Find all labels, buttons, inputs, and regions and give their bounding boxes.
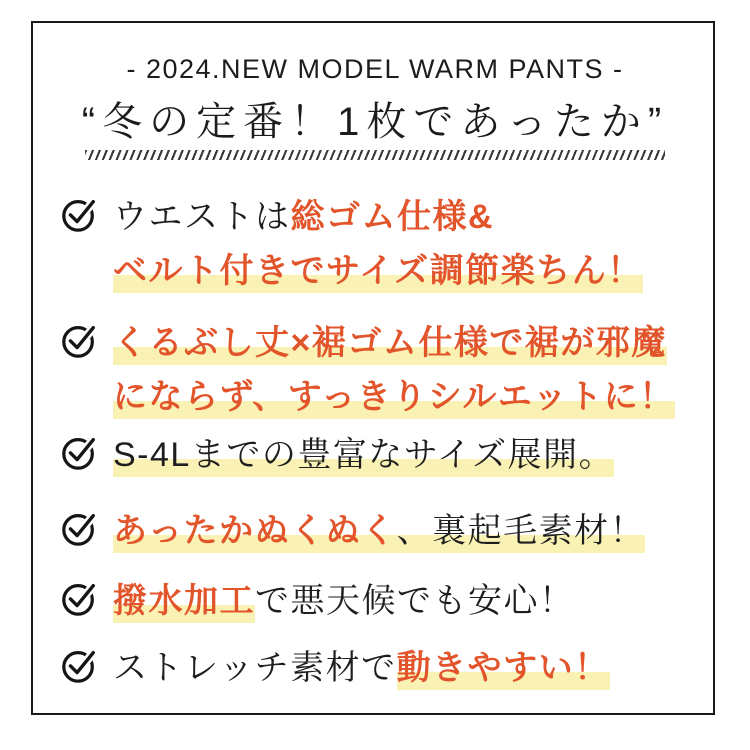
feature-text-segment: ベルト付きでサイズ調節楽ちん！ — [113, 252, 643, 293]
feature-item-stretch — [60, 641, 610, 695]
feature-text — [113, 316, 675, 424]
feature-item-waist — [60, 190, 643, 298]
feature-text — [113, 641, 610, 695]
feature-item-hem — [60, 316, 675, 424]
feature-text-segment: ストレッチ素材で — [113, 649, 397, 687]
feature-text — [113, 428, 614, 482]
feature-text — [113, 190, 643, 298]
check-circle-icon — [60, 195, 98, 233]
feature-text — [113, 574, 575, 628]
banner-title: - 2024.NEW MODEL WARM PANTS - — [126, 54, 624, 84]
check-circle-icon — [60, 646, 98, 684]
hatched-divider — [85, 150, 665, 160]
feature-item-warm-lining — [60, 504, 645, 558]
feature-text-segment: S-4Lまでの豊富なサイズ展開。 — [113, 436, 614, 477]
handwritten-tagline: “冬の定番！1枚であったか” — [81, 100, 669, 144]
feature-highlight-group — [113, 512, 645, 553]
feature-text-segment: あったかぬくぬく — [113, 512, 397, 550]
feature-text-segment: にならず、すっきりシルエットに！ — [113, 378, 675, 419]
check-circle-icon — [60, 321, 98, 359]
feature-text-segment: ウエストは — [113, 198, 291, 236]
feature-text-segment: 動きやすい！ — [397, 649, 610, 690]
feature-text — [113, 504, 645, 558]
feature-text-segment: 撥水加工 — [113, 582, 255, 623]
feature-text-segment: くるぶし丈×裾ゴム仕様で裾が邪魔 — [113, 324, 667, 365]
feature-text-segment: で悪天候でも安心！ — [255, 582, 575, 620]
feature-item-sizes — [60, 428, 614, 482]
check-circle-icon — [60, 433, 98, 471]
check-circle-icon — [60, 509, 98, 547]
feature-text-segment: 総ゴム仕様& — [290, 198, 495, 236]
feature-item-water-repellent — [60, 574, 575, 628]
feature-text-segment: 、裏起毛素材！ — [396, 512, 646, 550]
check-circle-icon — [60, 579, 98, 617]
